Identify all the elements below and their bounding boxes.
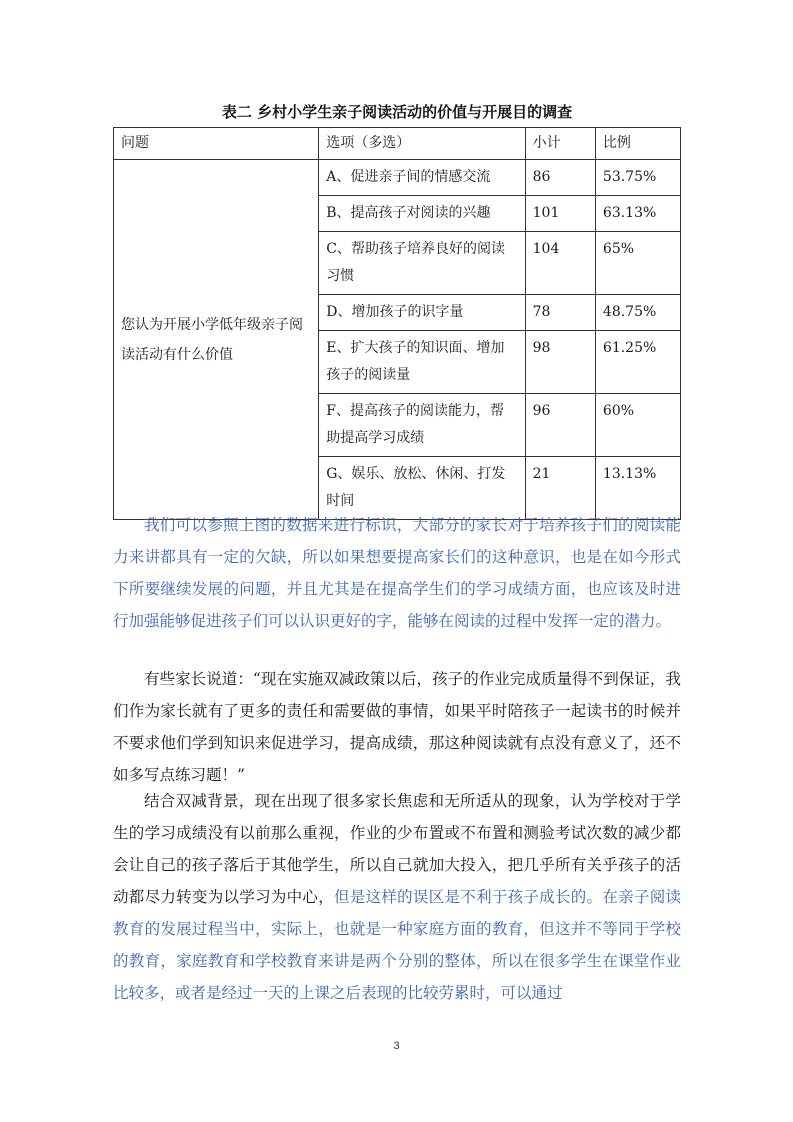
option-cell: C、帮助孩子培养良好的阅读习惯: [319, 232, 525, 295]
table-row: [114, 160, 681, 196]
paragraph-double-reduction: [113, 785, 681, 1009]
header-count: 小计: [525, 128, 595, 160]
header-ratio: 比例: [595, 128, 680, 160]
ratio-cell: 61.25%: [595, 331, 680, 394]
ratio-cell: 13.13%: [595, 457, 680, 520]
ratio-cell: 60%: [595, 394, 680, 457]
count-cell: 96: [525, 394, 595, 457]
ratio-cell: 65%: [595, 232, 680, 295]
count-cell: 86: [525, 160, 595, 196]
option-cell: B、提高孩子对阅读的兴趣: [319, 196, 525, 232]
table-header-row: [114, 128, 681, 160]
survey-table: [113, 127, 681, 520]
header-options: 选项（多选）: [319, 128, 525, 160]
question-cell: 您认为开展小学低年级亲子阅读活动有什么价值: [114, 160, 319, 520]
table-caption: 表二 乡村小学生亲子阅读活动的价值与开展目的调查: [221, 103, 573, 121]
page-number: 3: [393, 1040, 400, 1052]
paragraph-double-reduction-blue-text: 但是这样的误区是不利于孩子成长的。在亲子阅读教育的发展过程当中，实际上，也就是一种家庭方面的教育，但这并不等同于学校的教育，家庭教育和学校教育来讲是两个分别的整体，所以在很多学生在课堂作业比较多，或者是经过一天的上课之后表现的比较劳累时，可以通过: [113, 888, 681, 1002]
option-cell: G、娱乐、放松、休闲、打发时间: [319, 457, 525, 520]
option-cell: A、促进亲子间的情感交流: [319, 160, 525, 196]
count-cell: 101: [525, 196, 595, 232]
ratio-cell: 53.75%: [595, 160, 680, 196]
option-cell: D、增加孩子的识字量: [319, 295, 525, 331]
count-cell: 104: [525, 232, 595, 295]
paragraph-data-interpretation: 我们可以参照上图的数据来进行标识，大部分的家长对于培养孩子们的阅读能力来讲都具有一定的欠缺，所以如果想要提高家长们的这种意识，也是在如今形式下所要继续发展的问题，并且尤其是在提高学生们的学习成绩方面，也应该及时进行加强能够促进孩子们可以认识更好的字，能够在阅读的过程中发挥一定的潜力。: [113, 516, 681, 630]
ratio-cell: 63.13%: [595, 196, 680, 232]
count-cell: 78: [525, 295, 595, 331]
ratio-cell: 48.75%: [595, 295, 680, 331]
option-cell: F、提高孩子的阅读能力，帮助提高学习成绩: [319, 394, 525, 457]
paragraph-parent-quote: 有些家长说道：“现在实施双减政策以后，孩子的作业完成质量得不到保证，我们作为家长就有了更多的责任和需要做的事情，如果平时陪孩子一起读书的时候并不要求他们学到知识来促进学习，提高成绩，那这种阅读就有点没有意义了，还不如多写点练习题！”: [113, 670, 681, 784]
header-question: 问题: [114, 128, 319, 160]
count-cell: 21: [525, 457, 595, 520]
paragraph-double-reduction-dark-text: 结合双减背景，现在出现了很多家长焦虑和无所适从的现象，认为学校对于学生的学习成绩没有以前那么重视，作业的少布置或不布置和测验考试次数的减少都会让自己的孩子落后于其他学生，所以自己就加大投入，把几乎所有关乎孩子的活动都尽力转变为以学习为中心，: [113, 792, 681, 906]
option-cell: E、扩大孩子的知识面、增加孩子的阅读量: [319, 331, 525, 394]
count-cell: 98: [525, 331, 595, 394]
